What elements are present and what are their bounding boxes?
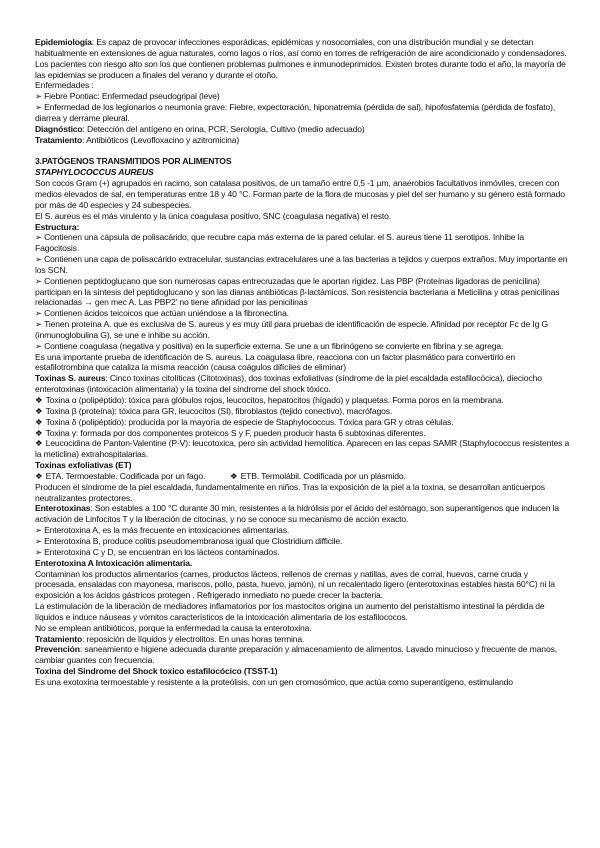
epidemiology-text: : Es capaz de provocar infecciones esporádicas, epidémicas y nosocomiales, con una distribución mundial y se detectan habitualmente en extensiones de agua naturales, como lagos o ríos, así como en torres de refrigeración de aire acondicionado y condensadores. Los pacientes con riesgo alto son los que contienen problemas pulmones e inmunodeprimidos. Existen brotes durante todo el año, la mayoría de las epidemias se producen a finales del verano y durante el otoño. [35,37,567,80]
list-item: ❖ Toxina α (polipéptido): tóxica para glóbulos rojos, leucocitos, hepatocitos (hígado) y plaquetas. Forma poros en la membrana. [35,395,570,406]
prevention-paragraph [35,644,570,666]
epidemiology-heading: Epidemiología [35,37,92,47]
exfoliative-paragraph: Producen el síndrome de la piel escaldada, fundamentalmente en niños. Tras la exposición de la piel a la toxina, se desarrollan anticuerpos neutralizantes protectores. [35,481,545,503]
list-item: ➢ Contienen peptidoglucano que son numerosas capas entrecruzadas que le aportan rigidez. Las PBP (Proteínas ligadoras de penicilina) participan en la síntesis del peptidoglucano y son las dianas antibióticas β-lactámicos. Son resistencia bacteriana a Meticilina y otras penicilinas relacionadas → gen mec A. Las PBP2' no tiene afinidad por las penicilinas [35,276,570,309]
enterotoxins-text: : Son estables a 100 °C durante 30 min, resistentes a la hidrólisis por el ácido del estómago, son superantígenos que inducen la activación de Linfocitos T y la liberación de citocinas, y no se conoce su mecanismo de acción exacto. [35,503,560,525]
staph-paragraph: Son cocos Gram (+) agrupados en racimo, son catalasa positivos, de un tamaño entre 0,5 -1 µm, anaerobios facultativos inmóviles, crecen con medios elevados de sal, en temperaturas entre 18 y 40 °C. Forman parte de la flora de mucosas y piel del ser humano y su género está formado por más de 40 especies y 24 subespecies. [35,178,565,210]
treatment-heading: Tratamiento [35,134,83,145]
treatment-heading: Tratamiento [35,633,83,644]
enterotoxin-a-paragraph: No se emplean antibióticos, porque la enfermedad la causa la enterotoxina. [35,622,312,633]
toxins-heading: Toxinas S. aureus [35,373,106,384]
enterotoxin-a-paragraph: Contaminan los productos alimentarios (carnes, productos lácteos, rellenos de cremas y natillas, aves de corral, huevos, carne cruda y procesada, ensaladas con mayonesa, mariscos, pollo, pasta, huevo, jamón), ni un recalentado ligero (enterotoxinas estables hasta 60°C) ni la exposición a los ácidos gástricos protegen . Refrigerado inmediato no puede crecer la bacteria. [35,568,555,601]
list-item: ➢ Fiebre Pontiac: Enfermedad pseudogripal (leve) [35,91,570,102]
diseases-label: Enfermedades : [35,80,94,91]
list-item: ❖ Toxina δ (polipéptido): producida por la mayoría de especie de Staphylococcus. Tóxica para GR y otras células. [35,417,570,428]
list-item: ➢ Enterotoxina C y D, se encuentran en los lácteos contaminados. [35,547,570,558]
toxins-paragraph [35,373,570,395]
list-item: ➢ Enterotoxina A, es la más frecuente en intoxicaciones alimentarias. [35,525,570,536]
exfoliative-heading: Toxinas exfoliativas (ET) [35,460,132,471]
treatment-paragraph [35,634,570,645]
coagulase-paragraph: Es una importante prueba de identificación de S. aureus. La coagulasa libre, reacciona con un factor plasmático para convertirlo en estafilotrombina que cataliza la misma reacción (causa coágulos difíciles de eliminar) [35,351,516,373]
staph-paragraph: El S. aureus es el más virulento y la única coagulasa positivo, SNC (coagulasa negativa) el resto. [35,210,391,221]
list-item: ❖ ETB. Termolábil. Codificada por un plásmido. [230,471,406,482]
diagnosis-paragraph [35,124,570,135]
diagnosis-heading: Diagnóstico [35,123,83,134]
epidemiology-paragraph [35,37,570,80]
list-item: ➢ Contienen una cápsula de polisacárido, que recubre capa más externa de la pared celular. el S. aureus tiene 11 serotipos. Inhibe la Fagocitosis. [35,232,570,254]
prevention-text: : saneamiento e higiene adecuada durante preparación y almacenamiento de alimentos. Lavado minucioso y frecuente de manos, cambiar guantes con frecuencia. [35,644,557,666]
list-item: ➢ Tienen proteína A. que es exclusiva de S. aureus y es muy útil para pruebas de identificación de especie. Afinidad por receptor Fc de Ig G (inmunoglobulina G), se une e inhibe su acción. [35,319,570,341]
diagnosis-text: : Detección del antígeno en orina, PCR, Serología, Cultivo (medio adecuado) [82,123,365,134]
toxins-text: : Cinco toxinas citolíticas (Citotoxinas), dos toxinas exfoliativas (síndrome de la piel escaldada estafilocócica), dieciocho enterotoxinas (intoxicación alimentaria) y la toxina del síndrome del shock tóxico. [35,373,542,395]
exfoliative-row [35,471,570,482]
treatment-paragraph [35,135,570,146]
list-item: ➢ Contienen ácidos teicoicos que actúan uniéndose a la fibronectina. [35,308,570,319]
list-item: ➢ Enterotoxina B, produce colitis pseudomembranosa igual que Clostridium difficile. [35,536,570,547]
enterotoxin-a-paragraph: La estimulación de la liberación de mediadores inflamatorios por los mastocitos origina un aumento del peristaltismo intestinal la pérdida de líquidos e induce náuseas y vómitos característicos de la intoxicación alimentaria de los estafilococos. [35,601,545,622]
list-item: ❖ ETA. Termoestable. Codificada por un fago. [35,471,230,482]
list-item: ❖ Leucocidina de Panton-Valentine (P-V): leucotoxica, pero sin actividad hemolítica. Aparecen en las cepas SAMR (Staphylococcus resistentes a la meticlina) extrahospitalarias. [35,438,570,460]
list-item: ➢ Contiene coagulasa (negativa y positiva) en la superficie externa. Se une a un fibrinógeno se convierte en fibrina y se agrega. [35,341,570,352]
list-item: ❖ Toxina β (proteína): tóxica para GR, leucocitos (SI), fibroblastos (tejido conectivo), macrófagos. [35,406,570,417]
enterotoxins-paragraph [35,503,570,525]
enterotoxins-heading: Enterotoxinas [35,503,91,514]
treatment-text: : Antibióticos (Levofloxacino y azitromicina) [82,134,240,145]
section-title: 3.PATÓGENOS TRANSMITIDOS POR ALIMENTOS [35,156,232,167]
tsst-heading: Toxina del Sindrome del Shock toxico estafilocócico (TSST-1) [35,666,278,677]
structure-heading: Estructura: [35,221,80,232]
list-item: ➢ Enfermedad de los legionarios o neumonía grave: Fiebre, expectoración, hiponatremia (pérdida de sal), hipofosfatemia (pérdida de fosfato), diarrea y derrame pleural. [35,102,570,124]
enterotoxin-a-heading: Enterotoxina A Intoxicación alimentaria. [35,557,193,568]
section-subtitle: STAPHYLOCOCCUS AUREUS [35,167,154,178]
treatment-text: : reposición de líquidos y electrolitos. En unas horas termina. [82,633,305,644]
list-item: ❖ Toxina γ: formada por dos componentes proteicos S y F, pueden producir hasta 6 subtoxinas diferentes. [35,428,570,439]
list-item: ➢ Contienen una capa de polisacárido extracelular, sustancias extracelulares une a las bacterias a tejidos y cuerpos extraños. Muy importante en los SCN. [35,254,570,276]
prevention-heading: Prevención [35,644,80,655]
tsst-paragraph: Es una exotoxina termoestable y resistente a la proteólisis, con un gen cromosómico, que actúa como superantígeno, estimulando [35,676,513,687]
